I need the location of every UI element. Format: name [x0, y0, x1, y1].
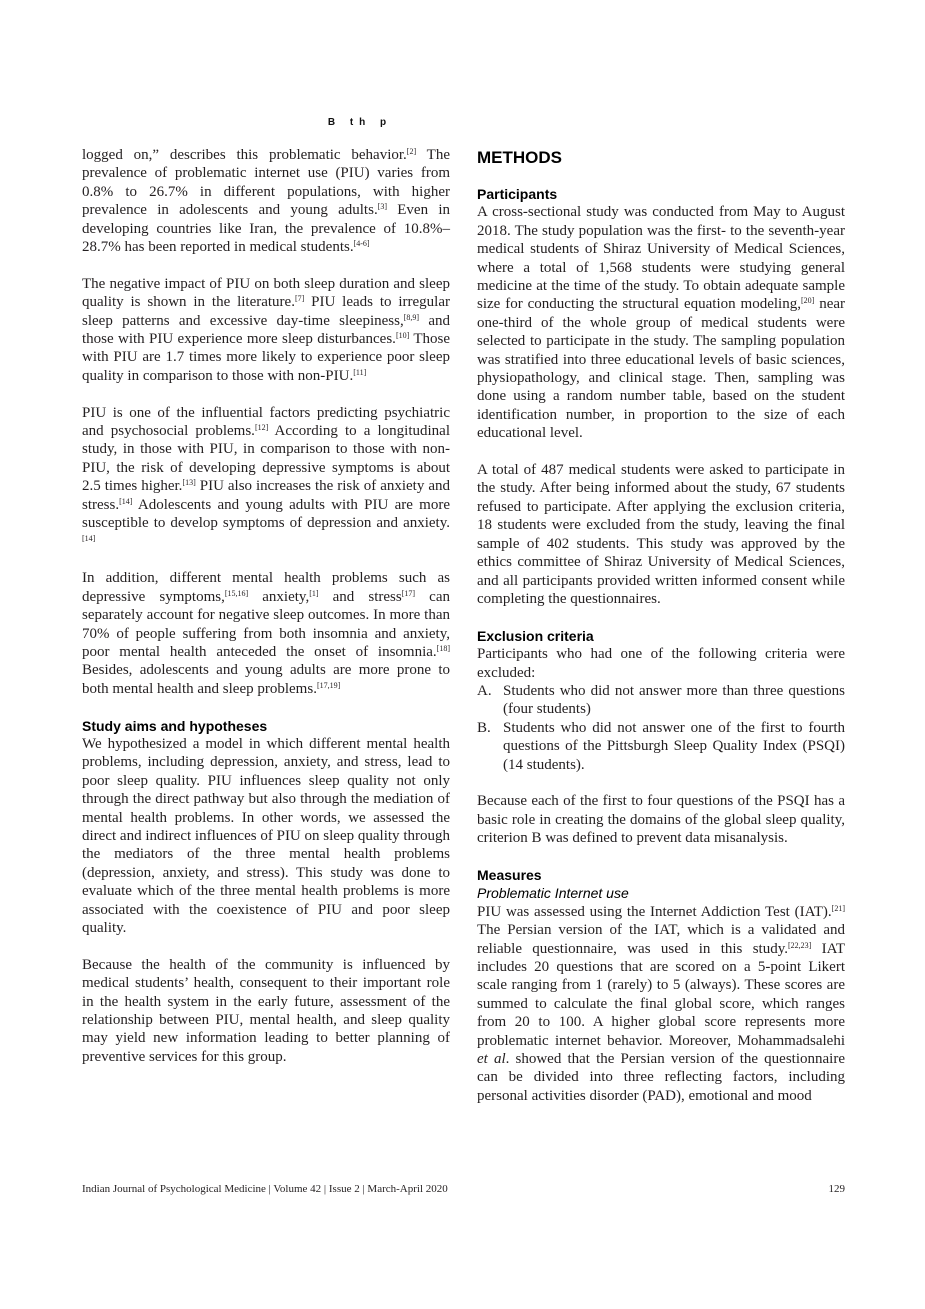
- paragraph: [82, 569, 450, 698]
- italic-text: et al: [477, 1051, 506, 1068]
- citation-reference: [14]: [82, 533, 96, 543]
- text-run: . showed that the Persian version of the questionnaire can be divided into three reflecting factors, including personal activities disorder (PAD), emotional and mood: [477, 1051, 845, 1104]
- citation-reference: [1]: [309, 588, 319, 598]
- paragraph: [82, 146, 450, 256]
- text-run: According to a longitudinal study, in those with PIU, in comparison to those with non-PIU, the risk of developing depressive symptoms is about 2.5 times higher.: [82, 423, 450, 495]
- text-run: Because the health of the community is influenced by medical students’ health, consequent to their important role in the health system in the early future, assessment of the relationship between PIU, mental health, and sleep quality may yield new information leading to better planning of preventive services for this group.: [82, 956, 450, 1065]
- citation-reference: [8,9]: [403, 312, 420, 322]
- paragraph: [477, 792, 845, 847]
- running-head: B th p: [327, 117, 393, 128]
- citation-reference: [21]: [831, 903, 845, 913]
- text-run: A cross-sectional study was conducted from May to August 2018. The study population was the first- to the seventh-year medical students of Shiraz University of Medical Sciences, where a total of 1,568 students were studying general medicine at the time of the study. To obtain adequate sample size for conducting the structural equation modeling,: [477, 204, 845, 313]
- text-run: The Persian version of the IAT, which is a validated and reliable questionnaire, was used in this study.: [477, 922, 845, 957]
- citation-reference: [17]: [401, 588, 416, 598]
- subsection-heading-exclusion-criteria: Exclusion criteria: [477, 627, 594, 644]
- citation-reference: [2]: [406, 147, 417, 156]
- citation-reference: [22,23]: [788, 940, 812, 950]
- text-run: and those with PIU experience more sleep disturbances.: [82, 312, 450, 348]
- left-column: [82, 146, 450, 1085]
- paragraph: [477, 903, 845, 1105]
- citation-reference: [11]: [353, 367, 367, 377]
- text-run: can separately account for negative sleep outcomes. In more than 70% of people suffering from both insomnia and anxiety, poor mental health anteceded the onset of insomnia.: [82, 588, 450, 660]
- paragraph: [82, 956, 450, 1066]
- text-run: A total of 487 medical students were asked to participate in the study. After being informed about the study, 67 students refused to participate. After applying the exclusion criteria, 18 students were excluded from the study, leaving the final sample of 402 students. This study was approved by the ethics committee of Shiraz University of Medical Sciences, and all participants provided written informed consent while completing the questionnaires.: [477, 462, 845, 607]
- paragraph: [82, 404, 450, 551]
- right-column: [477, 146, 845, 1124]
- paragraph: [82, 275, 450, 385]
- text-run: Because each of the first to four questions of the PSQI has a basic role in creating the domains of the global sleep quality, criterion B was defined to prevent data misanalysis.: [477, 793, 845, 847]
- text-run: PIU also increases the risk of anxiety and stress.: [82, 478, 450, 513]
- text-run: The prevalence of problematic internet use (PIU) varies from 0.8% to 26.7% in different populations, with higher prevalence in adolescents and young adults.: [82, 147, 450, 219]
- citation-reference: [4-6]: [353, 239, 370, 249]
- subsection-heading-measures: Measures: [477, 866, 542, 883]
- text-run: We hypothesized a model in which different mental health problems, including depression, anxiety, and stress, lead to poor sleep quality. PIU influences sleep quality not only through the direct pathway but also through the mediation of mental health problems. In other words, we assessed the direct and indirect influences of PIU on sleep quality through the mediators of the three mental health problems (depression, anxiety, and stress). This study was done to evaluate which of the three mental health problems is more associated with the coexistence of PIU and poor sleep quality.: [82, 735, 450, 936]
- list-item-text: Students who did not answer more than three questions (four students): [503, 682, 845, 718]
- page-number: 129: [828, 1183, 845, 1195]
- citation-reference: [3]: [377, 202, 388, 212]
- citation-reference: [15,16]: [224, 588, 249, 598]
- text-run: anxiety,: [248, 588, 310, 605]
- citation-reference: [20]: [800, 296, 815, 306]
- exclusion-criteria-list: [477, 682, 845, 774]
- text-run: PIU leads to irregular sleep patterns and excessive day-time sleepiness,: [82, 294, 450, 329]
- citation-reference: [14]: [119, 496, 133, 506]
- text-run: and stress: [318, 588, 402, 605]
- page-footer: [82, 1183, 845, 1195]
- list-item: [477, 682, 845, 719]
- text-run: Even in developing countries like Iran, the prevalence of 10.8%–28.7% has been reported in medical students.: [82, 202, 450, 256]
- citation-reference: [17,19]: [316, 680, 341, 690]
- text-run: Besides, adolescents and young adults are more prone to both mental health and sleep problems.: [82, 662, 450, 697]
- citation-reference: [18]: [436, 643, 450, 653]
- text-run: Participants who had one of the following criteria were excluded:: [477, 646, 845, 681]
- text-run: logged on,” describes this problematic behavior.: [82, 147, 407, 163]
- list-item: [477, 719, 845, 774]
- paragraph: [477, 461, 845, 608]
- text-run: IAT includes 20 questions that are scored on a 5-point Likert scale ranging from 1 (rarely) to 5 (always). These scores are summed to calculate the final global score, which ranges from 20 to 100. A higher global score represents more problematic internet behavior. Moreover, Mohammadsalehi: [477, 940, 845, 1049]
- text-run: PIU was assessed using the Internet Addiction Test (IAT).: [477, 903, 832, 920]
- citation-reference: [7]: [294, 294, 305, 304]
- subsubsection-heading-problematic-internet-use: Problematic Internet use: [477, 885, 629, 902]
- text-run: In addition, different mental health problems such as depressive symptoms,: [82, 570, 450, 605]
- list-marker: A.: [477, 682, 492, 699]
- paragraph: [477, 203, 845, 442]
- subsection-heading-participants: Participants: [477, 186, 558, 202]
- section-heading-methods: METHODS: [477, 148, 562, 167]
- citation-reference: [13]: [182, 478, 196, 488]
- list-item-text: Students who did not answer one of the first to fourth questions of the Pittsburgh Sleep Quality Index (PSQI) (14 students).: [503, 719, 845, 773]
- text-run: Those with PIU are 1.7 times more likely to experience poor sleep quality in comparison to those with non-PIU.: [82, 331, 451, 384]
- list-marker: B.: [477, 719, 491, 736]
- text-run: near one-third of the whole group of medical students were selected to participate in the study. The sampling population was stratified into three educational levels of basic sciences, physiopathology, and clinical stage. Then, sampling was done using a random number table, based on the student identification number, in proportion to the size of each educational level.: [477, 296, 846, 442]
- text-run: The negative impact of PIU on both sleep duration and sleep quality is shown in the literature.: [82, 275, 450, 311]
- subsection-heading-study-aims: Study aims and hypotheses: [82, 717, 268, 734]
- text-run: Adolescents and young adults with PIU are more susceptible to develop symptoms of depression and anxiety.: [82, 496, 450, 532]
- paragraph: [477, 645, 845, 682]
- paragraph: [82, 735, 450, 937]
- citation-reference: [12]: [254, 423, 269, 433]
- citation-reference: [10]: [395, 331, 410, 341]
- journal-citation: Indian Journal of Psychological Medicine | Volume 42 | Issue 2 | March-April 2020: [82, 1183, 448, 1195]
- text-run: PIU is one of the influential factors predicting psychiatric and psychosocial problems.: [82, 404, 450, 440]
